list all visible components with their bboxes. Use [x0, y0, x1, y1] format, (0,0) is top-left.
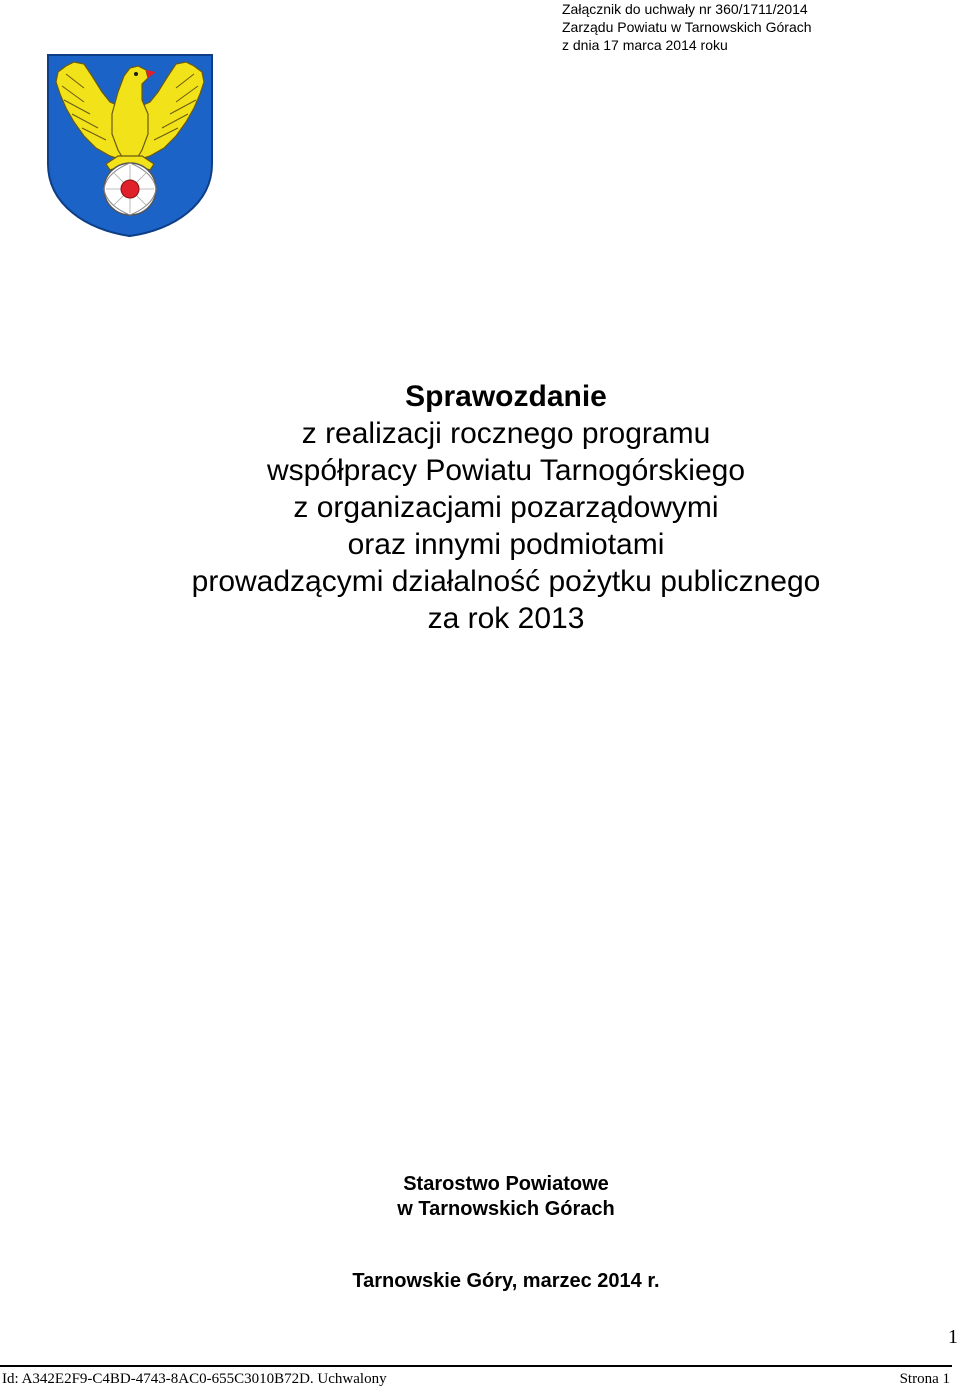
title-line: Sprawozdanie [405, 380, 607, 413]
title-line: za rok 2013 [427, 602, 585, 635]
footer-divider [0, 1365, 952, 1367]
issuer-line: w Tarnowskich Górach [397, 1198, 615, 1220]
title-line: współpracy Powiatu Tarnogórskiego [266, 454, 746, 487]
attachment-note-line: Załącznik do uchwały nr 360/1711/2014 [562, 1, 808, 17]
page-number: 1 [948, 1326, 958, 1348]
coat-of-arms-icon [44, 52, 216, 238]
place-and-date: Tarnowskie Góry, marzec 2014 r. [352, 1270, 660, 1292]
rose-shape [104, 163, 156, 215]
attachment-note-line: Zarządu Powiatu w Tarnowskich Górach [562, 19, 812, 35]
issuer-block [0, 1172, 960, 1222]
title-line: z organizacjami pozarządowymi [293, 491, 719, 524]
title-line: prowadzącymi działalność pożytku publicznego [191, 565, 821, 598]
title-line: z realizacji rocznego programu [301, 417, 711, 450]
attachment-note-line: z dnia 17 marca 2014 roku [562, 37, 728, 53]
footer-document-id: Id: A342E2F9-C4BD-4743-8AC0-655C3010B72D. Uchwalony [2, 1371, 387, 1387]
document-title [0, 378, 960, 637]
issuer-line: Starostwo Powiatowe [403, 1173, 609, 1195]
footer-page-label: Strona 1 [899, 1371, 950, 1387]
attachment-note [562, 0, 812, 54]
title-line: oraz innymi podmiotami [347, 528, 665, 561]
